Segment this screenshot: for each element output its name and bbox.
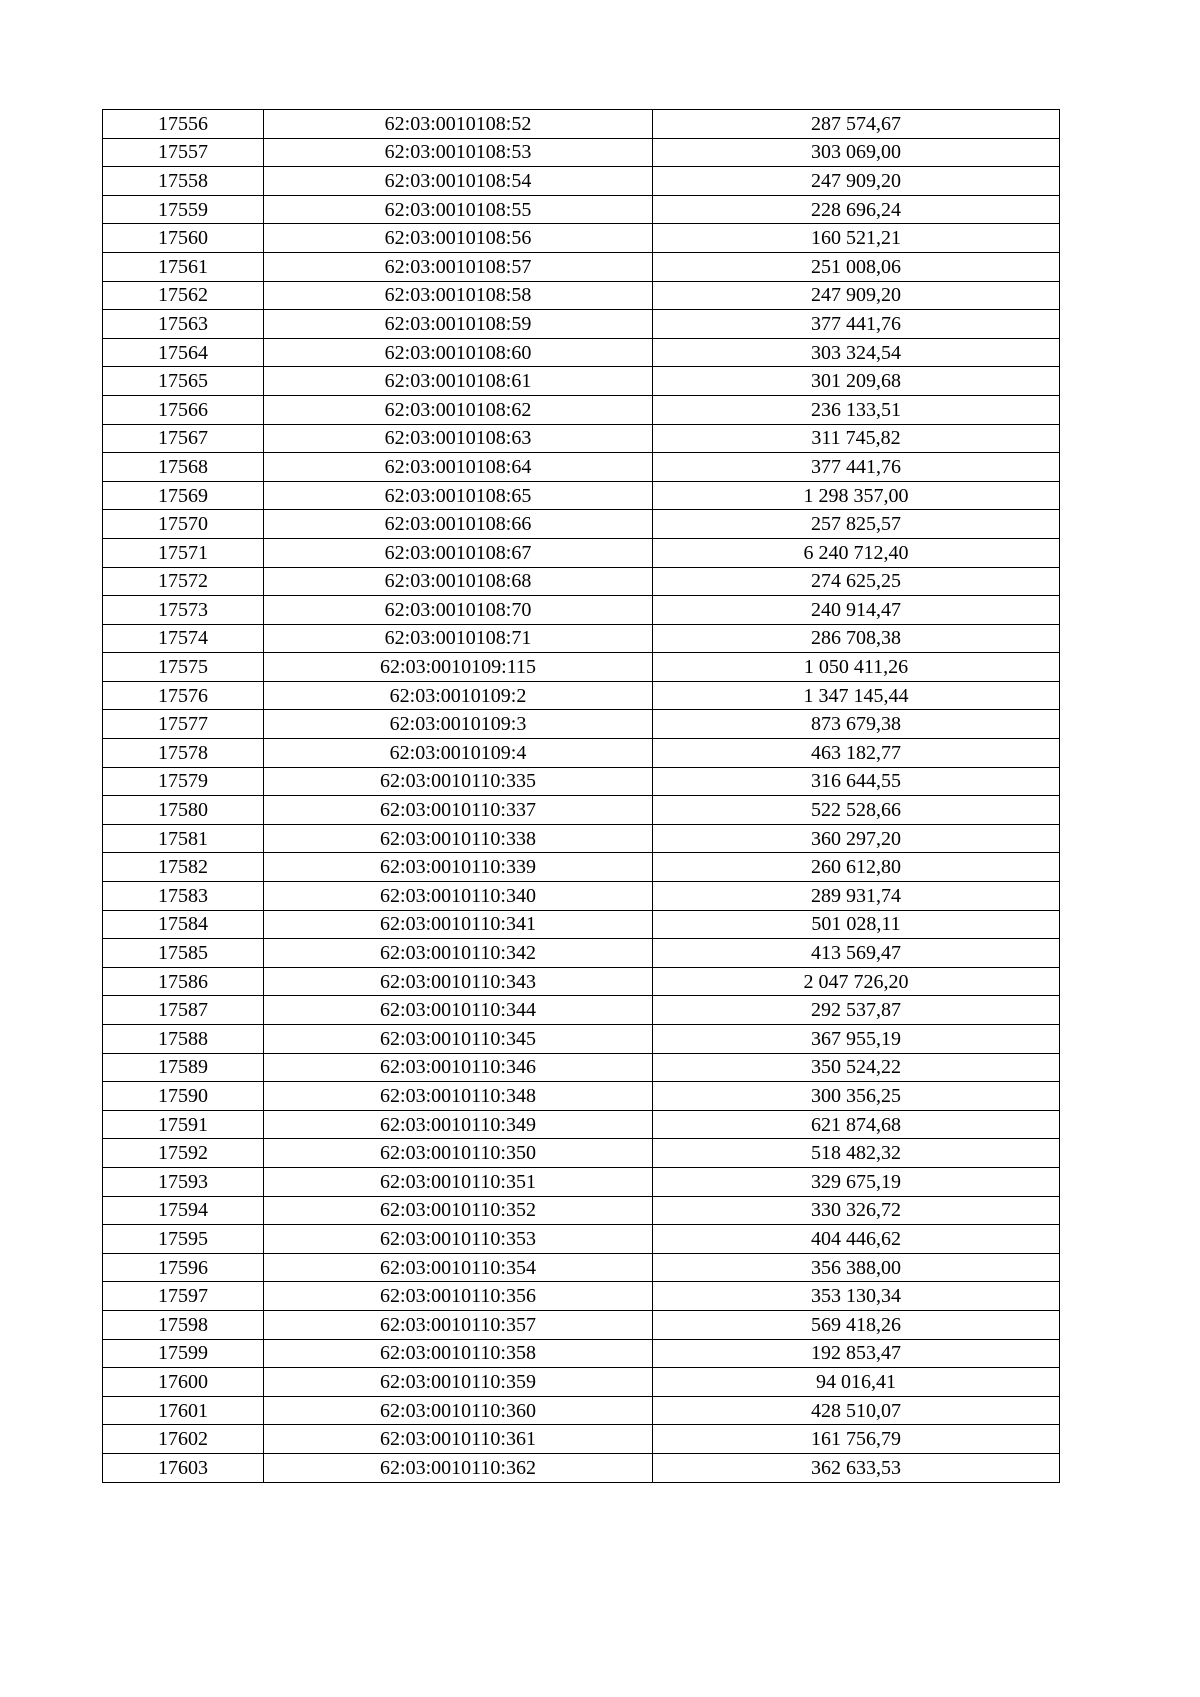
row-number-cell: 17569 [103,481,264,510]
table-row [103,710,1060,739]
row-number-cell: 17587 [103,996,264,1025]
row-number-cell: 17602 [103,1425,264,1454]
cadastral-number-cell: 62:03:0010108:57 [264,252,653,281]
table-row [103,1225,1060,1254]
cadastral-value-cell: 260 612,80 [653,853,1060,882]
cadastral-number-cell: 62:03:0010108:68 [264,567,653,596]
cadastral-value-cell: 289 931,74 [653,882,1060,911]
cadastral-value-cell: 251 008,06 [653,252,1060,281]
cadastral-number-cell: 62:03:0010108:59 [264,310,653,339]
cadastral-number-cell: 62:03:0010108:65 [264,481,653,510]
cadastral-value-cell: 236 133,51 [653,395,1060,424]
table-row [103,653,1060,682]
cadastral-number-cell: 62:03:0010110:339 [264,853,653,882]
row-number-cell: 17563 [103,310,264,339]
cadastral-number-cell: 62:03:0010109:2 [264,681,653,710]
cadastral-number-cell: 62:03:0010108:60 [264,338,653,367]
table-row [103,138,1060,167]
cadastral-number-cell: 62:03:0010108:55 [264,195,653,224]
cadastral-value-cell: 873 679,38 [653,710,1060,739]
table-row [103,910,1060,939]
row-number-cell: 17564 [103,338,264,367]
table-row [103,681,1060,710]
row-number-cell: 17572 [103,567,264,596]
cadastral-value-cell: 1 347 145,44 [653,681,1060,710]
row-number-cell: 17557 [103,138,264,167]
row-number-cell: 17574 [103,624,264,653]
cadastral-number-cell: 62:03:0010108:54 [264,167,653,196]
cadastral-value-cell: 362 633,53 [653,1453,1060,1482]
table-row [103,367,1060,396]
row-number-cell: 17585 [103,939,264,968]
table-row [103,481,1060,510]
table-row [103,967,1060,996]
row-number-cell: 17577 [103,710,264,739]
cadastral-value-cell: 404 446,62 [653,1225,1060,1254]
cadastral-number-cell: 62:03:0010108:70 [264,596,653,625]
cadastral-value-cell: 192 853,47 [653,1339,1060,1368]
row-number-cell: 17566 [103,395,264,424]
cadastral-number-cell: 62:03:0010108:63 [264,424,653,453]
cadastral-value-cell: 240 914,47 [653,596,1060,625]
cadastral-number-cell: 62:03:0010109:115 [264,653,653,682]
cadastral-number-cell: 62:03:0010108:56 [264,224,653,253]
table-row [103,281,1060,310]
cadastral-value-cell: 367 955,19 [653,1025,1060,1054]
row-number-cell: 17575 [103,653,264,682]
row-number-cell: 17571 [103,538,264,567]
cadastral-number-cell: 62:03:0010110:359 [264,1368,653,1397]
row-number-cell: 17568 [103,453,264,482]
row-number-cell: 17565 [103,367,264,396]
table-row [103,338,1060,367]
table-row [103,739,1060,768]
cadastral-number-cell: 62:03:0010110:360 [264,1396,653,1425]
table-row [103,567,1060,596]
table-row [103,624,1060,653]
row-number-cell: 17588 [103,1025,264,1054]
cadastral-value-cell: 356 388,00 [653,1253,1060,1282]
cadastral-value-cell: 228 696,24 [653,195,1060,224]
cadastral-value-cell: 94 016,41 [653,1368,1060,1397]
table-row [103,1310,1060,1339]
table-row [103,1339,1060,1368]
table-row [103,882,1060,911]
table-row [103,1082,1060,1111]
cadastral-number-cell: 62:03:0010110:337 [264,796,653,825]
table-row [103,1025,1060,1054]
table-row [103,1053,1060,1082]
table-row [103,167,1060,196]
cadastral-value-cell: 329 675,19 [653,1167,1060,1196]
cadastral-number-cell: 62:03:0010110:352 [264,1196,653,1225]
cadastral-value-cell: 286 708,38 [653,624,1060,653]
table-row [103,767,1060,796]
cadastral-number-cell: 62:03:0010110:351 [264,1167,653,1196]
cadastral-number-cell: 62:03:0010110:338 [264,824,653,853]
cadastral-number-cell: 62:03:0010108:52 [264,110,653,139]
cadastral-number-cell: 62:03:0010109:3 [264,710,653,739]
row-number-cell: 17594 [103,1196,264,1225]
cadastral-number-cell: 62:03:0010110:349 [264,1110,653,1139]
table-row [103,510,1060,539]
cadastral-value-cell: 518 482,32 [653,1139,1060,1168]
row-number-cell: 17599 [103,1339,264,1368]
row-number-cell: 17559 [103,195,264,224]
cadastral-value-cell: 303 069,00 [653,138,1060,167]
table-row [103,939,1060,968]
cadastral-number-cell: 62:03:0010110:343 [264,967,653,996]
cadastral-number-cell: 62:03:0010109:4 [264,739,653,768]
row-number-cell: 17592 [103,1139,264,1168]
cadastral-value-cell: 316 644,55 [653,767,1060,796]
cadastral-number-cell: 62:03:0010110:356 [264,1282,653,1311]
table-row [103,110,1060,139]
cadastral-value-cell: 274 625,25 [653,567,1060,596]
cadastral-number-cell: 62:03:0010108:61 [264,367,653,396]
table-row [103,252,1060,281]
table-row [103,824,1060,853]
cadastral-value-cell: 413 569,47 [653,939,1060,968]
row-number-cell: 17579 [103,767,264,796]
row-number-cell: 17600 [103,1368,264,1397]
cadastral-value-cell: 463 182,77 [653,739,1060,768]
table-row [103,853,1060,882]
table-row [103,424,1060,453]
cadastral-number-cell: 62:03:0010108:66 [264,510,653,539]
cadastral-value-cell: 161 756,79 [653,1425,1060,1454]
row-number-cell: 17560 [103,224,264,253]
cadastral-value-cell: 501 028,11 [653,910,1060,939]
table-row [103,796,1060,825]
table-row [103,1196,1060,1225]
row-number-cell: 17556 [103,110,264,139]
cadastral-value-cell: 353 130,34 [653,1282,1060,1311]
table-row [103,310,1060,339]
cadastral-value-cell: 428 510,07 [653,1396,1060,1425]
cadastral-number-cell: 62:03:0010110:350 [264,1139,653,1168]
cadastral-number-cell: 62:03:0010110:341 [264,910,653,939]
cadastral-number-cell: 62:03:0010108:62 [264,395,653,424]
cadastral-value-cell: 350 524,22 [653,1053,1060,1082]
cadastral-number-cell: 62:03:0010110:342 [264,939,653,968]
cadastral-value-table [102,109,1060,1483]
table-row [103,1282,1060,1311]
table-row [103,1110,1060,1139]
table-row [103,596,1060,625]
cadastral-value-cell: 301 209,68 [653,367,1060,396]
row-number-cell: 17570 [103,510,264,539]
row-number-cell: 17597 [103,1282,264,1311]
row-number-cell: 17596 [103,1253,264,1282]
cadastral-number-cell: 62:03:0010108:58 [264,281,653,310]
cadastral-value-cell: 330 326,72 [653,1196,1060,1225]
row-number-cell: 17584 [103,910,264,939]
cadastral-value-cell: 621 874,68 [653,1110,1060,1139]
row-number-cell: 17562 [103,281,264,310]
row-number-cell: 17593 [103,1167,264,1196]
row-number-cell: 17580 [103,796,264,825]
cadastral-value-cell: 303 324,54 [653,338,1060,367]
cadastral-number-cell: 62:03:0010108:53 [264,138,653,167]
table-row [103,395,1060,424]
cadastral-value-cell: 247 909,20 [653,167,1060,196]
cadastral-number-cell: 62:03:0010110:362 [264,1453,653,1482]
row-number-cell: 17576 [103,681,264,710]
cadastral-value-cell: 569 418,26 [653,1310,1060,1339]
table-row [103,538,1060,567]
cadastral-number-cell: 62:03:0010110:357 [264,1310,653,1339]
cadastral-number-cell: 62:03:0010110:335 [264,767,653,796]
table-row [103,453,1060,482]
row-number-cell: 17603 [103,1453,264,1482]
cadastral-number-cell: 62:03:0010110:348 [264,1082,653,1111]
table-row [103,1253,1060,1282]
table-row [103,195,1060,224]
cadastral-value-cell: 1 298 357,00 [653,481,1060,510]
table-row [103,1453,1060,1482]
table-row [103,1368,1060,1397]
cadastral-value-cell: 377 441,76 [653,453,1060,482]
row-number-cell: 17589 [103,1053,264,1082]
table-body [103,110,1060,1483]
row-number-cell: 17591 [103,1110,264,1139]
cadastral-value-cell: 311 745,82 [653,424,1060,453]
cadastral-number-cell: 62:03:0010110:361 [264,1425,653,1454]
cadastral-value-cell: 292 537,87 [653,996,1060,1025]
table-row [103,1425,1060,1454]
cadastral-value-cell: 377 441,76 [653,310,1060,339]
row-number-cell: 17567 [103,424,264,453]
table-row [103,1139,1060,1168]
cadastral-number-cell: 62:03:0010108:67 [264,538,653,567]
cadastral-number-cell: 62:03:0010110:344 [264,996,653,1025]
cadastral-value-cell: 300 356,25 [653,1082,1060,1111]
table-row [103,1167,1060,1196]
row-number-cell: 17583 [103,882,264,911]
cadastral-value-cell: 1 050 411,26 [653,653,1060,682]
row-number-cell: 17581 [103,824,264,853]
row-number-cell: 17561 [103,252,264,281]
cadastral-number-cell: 62:03:0010108:64 [264,453,653,482]
cadastral-value-cell: 287 574,67 [653,110,1060,139]
cadastral-number-cell: 62:03:0010110:345 [264,1025,653,1054]
cadastral-value-cell: 522 528,66 [653,796,1060,825]
row-number-cell: 17595 [103,1225,264,1254]
cadastral-value-cell: 2 047 726,20 [653,967,1060,996]
cadastral-value-cell: 247 909,20 [653,281,1060,310]
cadastral-value-cell: 6 240 712,40 [653,538,1060,567]
row-number-cell: 17598 [103,1310,264,1339]
table-row [103,996,1060,1025]
cadastral-value-cell: 360 297,20 [653,824,1060,853]
table-row [103,1396,1060,1425]
cadastral-value-cell: 160 521,21 [653,224,1060,253]
cadastral-value-cell: 257 825,57 [653,510,1060,539]
row-number-cell: 17582 [103,853,264,882]
cadastral-number-cell: 62:03:0010110:346 [264,1053,653,1082]
cadastral-number-cell: 62:03:0010110:358 [264,1339,653,1368]
row-number-cell: 17558 [103,167,264,196]
row-number-cell: 17573 [103,596,264,625]
row-number-cell: 17578 [103,739,264,768]
cadastral-number-cell: 62:03:0010110:354 [264,1253,653,1282]
row-number-cell: 17601 [103,1396,264,1425]
table-row [103,224,1060,253]
cadastral-number-cell: 62:03:0010108:71 [264,624,653,653]
cadastral-number-cell: 62:03:0010110:340 [264,882,653,911]
cadastral-number-cell: 62:03:0010110:353 [264,1225,653,1254]
row-number-cell: 17590 [103,1082,264,1111]
row-number-cell: 17586 [103,967,264,996]
